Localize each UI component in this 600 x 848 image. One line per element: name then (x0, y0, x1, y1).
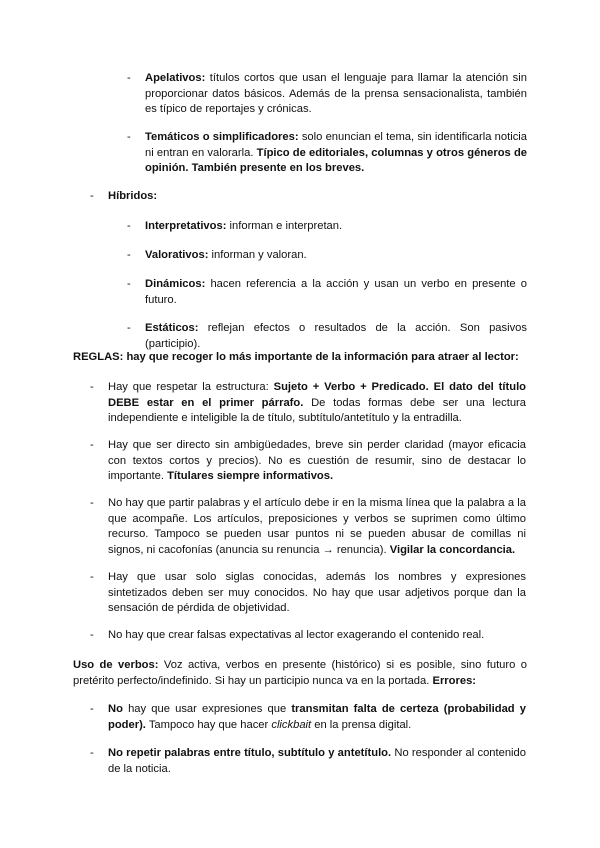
bold-tematicos: Típico de editoriales, columnas y otros géneros de opinión. También presente en los breves. (145, 146, 527, 175)
bullet-dash: - (90, 629, 94, 641)
regla3-bold: Vigilar la concordancia. (389, 543, 516, 556)
list-item-interpretativos (145, 219, 527, 235)
error2-text: No responder al contenido de la noticia. (108, 747, 526, 775)
bullet-dash: - (127, 322, 131, 334)
text-apelativos: títulos cortos que usan el lenguaje para llamar la atención sin proporcionar datos básicos. Además de la prensa sensacionalista, también es típico de reportajes y crónicas. (145, 72, 527, 116)
bullet-dash: - (90, 190, 94, 202)
text-dinamicos: hacen referencia a la acción y usan un verbo en presente o futuro. (145, 278, 527, 306)
verbos-term: Uso de verbos: (73, 659, 159, 671)
term-valorativos: Valorativos: (145, 249, 209, 261)
bullet-dash: - (90, 571, 94, 583)
list-item-error-certeza (108, 702, 526, 733)
regla5-text: No hay que crear falsas expectativas al lector exagerando el contenido real. (108, 629, 485, 641)
errores-label: Errores: (432, 674, 477, 687)
list-item-hibridos (108, 189, 526, 205)
regla2-text: Hay que ser directo sin ambigüedades, breve sin perder claridad (mayor eficacia con textos cortos y precios). No es cuestión de resumir, sino de destacar lo importante. (108, 439, 526, 483)
list-item-regla-siglas (108, 570, 526, 617)
text-estaticos: reflejan efectos o resultados de la acción. Son pasivos (participio). (145, 322, 527, 350)
list-item-regla-estructura (108, 380, 526, 427)
term-tematicos: Temáticos o simplificadores: (145, 131, 299, 143)
error1-bold-b: transmitan falta de certeza (probabilidad y poder). (108, 703, 526, 731)
term-hibridos: Híbridos: (108, 190, 158, 202)
error1-text-a: hay que usar expresiones que (122, 703, 292, 715)
list-item-regla-directo (108, 438, 526, 485)
list-item-error-repetir (108, 746, 526, 777)
error1-bold-a: No (108, 703, 123, 715)
bullet-dash: - (127, 278, 131, 290)
regla3-text: No hay que partir palabras y el artículo debe ir en la misma línea que la palabra a la que acompañe. Los artículos, preposiciones y verbos se suprimen como último recurso. Tampoco se pueden usar puntos ni se pueden abusar de comillas ni signos, ni cacofonías (anuncia su renuncia → renuncia). (108, 497, 526, 556)
list-item-tematicos (145, 130, 527, 177)
error1-italic: clickbait (271, 718, 312, 731)
error1-text-b: Tampoco hay que hacer (145, 718, 272, 731)
error1-text-c: en la prensa digital. (311, 718, 412, 731)
regla1-text-b: De todas formas debe ser una lectura independiente e inteligible la de título, subtítulo/antetítulo y la entradilla. (108, 396, 526, 425)
uso-de-verbos-paragraph (73, 658, 527, 689)
bullet-dash: - (127, 220, 131, 232)
list-item-regla-expectativas (108, 628, 526, 644)
term-estaticos: Estáticos: (145, 322, 199, 334)
list-item-valorativos (145, 248, 527, 264)
term-dinamicos: Dinámicos: (145, 278, 206, 290)
list-item-estaticos (145, 321, 527, 352)
list-item-apelativos (145, 71, 527, 118)
verbos-text: Voz activa, verbos en presente (histórico) si es posible, sino futuro o pretérito perfecto/indefinido. Si hay un participio nunca va en la portada. (73, 659, 527, 687)
list-item-regla-palabras (108, 496, 526, 558)
bullet-dash: - (90, 497, 94, 509)
bullet-dash: - (127, 131, 131, 143)
text-valorativos: informan y valoran. (208, 249, 307, 261)
bullet-dash: - (90, 439, 94, 451)
regla1-text-a: Hay que respetar la estructura: (108, 381, 274, 393)
bullet-dash: - (90, 747, 94, 759)
regla1-bold: Sujeto + Verbo + Predicado. El dato del título DEBE estar en el primer párrafo. (108, 381, 527, 409)
term-interpretativos: Interpretativos: (145, 220, 227, 232)
reglas-heading-text: REGLAS: hay que recoger lo más importante de la información para atraer al lector: (73, 351, 519, 363)
regla2-bold: Títulares siempre informativos. (167, 470, 334, 483)
regla4-text: Hay que usar solo siglas conocidas, además los nombres y expresiones sintetizados deben ser muy conocidos. No hay que usar adjetivos porque dan la sensación de pérdida de objetividad. (108, 571, 526, 615)
error2-bold: No repetir palabras entre título, subtítulo y antetítulo. (108, 747, 392, 759)
bullet-dash: - (127, 249, 131, 261)
bullet-dash: - (90, 381, 94, 393)
reglas-heading (73, 350, 527, 366)
term-apelativos: Apelativos: (145, 72, 206, 84)
list-item-dinamicos (145, 277, 527, 308)
bullet-dash: - (127, 72, 131, 84)
text-interpretativos: informan e interpretan. (226, 220, 343, 232)
text-tematicos: solo enuncian el tema, sin identificarla noticia ni entran en valorarla. (145, 131, 528, 159)
bullet-dash: - (90, 703, 94, 715)
